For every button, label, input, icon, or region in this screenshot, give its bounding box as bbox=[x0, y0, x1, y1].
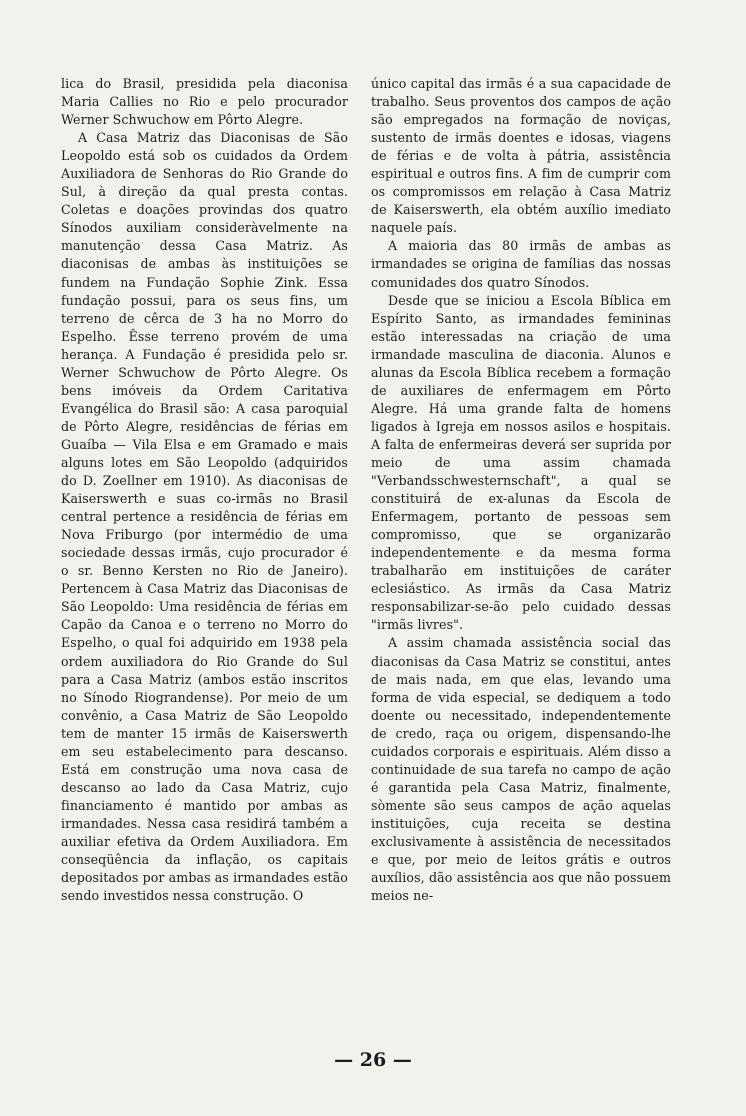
paragraph: A assim chamada assistência social das diaconisas da Casa Matriz se constitui, antes de mais nada, em que elas, levando uma forma de vida especial, se dediquem a todo doente ou necessitado, independentemente de credo, raça ou origem, dispensando-lhe cuidados corporais e espirituais. Além disso a continuidade de sua tarefa no campo de ação é garantida pela Casa Matriz, finalmente, sòmente são seus campos de ação aquelas instituições, cuja receita se destina exclusivamente à assistência de necessitados e que, por meio de leitos grátis e outros auxílios, dão assistência aos que não possuem meios ne- bbox=[371, 635, 671, 904]
paragraph: A Casa Matriz das Diaconisas de São Leopoldo está sob os cuidados da Ordem Auxiliadora de Senhoras do Rio Grande do Sul, à direção da qual presta contas. Coletas e doações provindas dos quatro Sínodos auxiliam consideràvelmente na manutenção dessa Casa Matriz. As diaconisas de ambas às instituições se fundem na Fundação Sophie Zink. Essa fundação possui, para os seus fins, um terreno de cêrca de 3 ha no Morro do Espelho. Êsse terreno provém de uma herança. A Fundação é presidida pelo sr. Werner Schwuchow de Pôrto Alegre. Os bens imóveis da Ordem Caritativa Evangélica do Brasil são: A casa paroquial de Pôrto Alegre, residências de férias em Guaíba — Vila Elsa e em Gramado e mais alguns lotes em São Leopoldo (adquiridos do D. Zoellner em 1910). As diaconisas de Kaiserswerth e suas co-irmãs no Brasil central pertence a residência de férias em Nova Friburgo (por intermédio de uma sociedade dessas irmãs, cujo procurador é o sr. Benno Kersten no Rio de Janeiro). Pertencem à Casa Matriz das Diaconisas de São Leopoldo: Uma residência de férias em Capão da Canoa e o terreno no Morro do Espelho, o qual foi adquirido em 1938 pela ordem auxiliadora do Rio Grande do Sul para a Casa Matriz (ambos estão inscritos no Sínodo Riograndense). Por meio de um convênio, a Casa Matriz de São Leopoldo tem de manter 15 irmãs de Kaiserswerth em seu estabelecimento para descanso. Está em construção uma nova casa de descanso ao lado da Casa Matriz, cujo financiamento é mantido por ambas as irmandades. Nessa casa residirá também a auxiliar efetiva da Ordem Auxiliadora. Em conseqüência da inflação, os capitais depositados por ambas as irmandades estão sendo investidos nessa construção. O bbox=[61, 130, 348, 904]
paragraph: Desde que se iniciou a Escola Bíblica em Espírito Santo, as irmandades femininas estão interessadas na criação de uma irmandade masculina de diaconia. Alunos e alunas da Escola Bíblica recebem a formação de auxiliares de enfermagem em Pôrto Alegre. Há uma grande falta de homens ligados à Igreja em nossos asilos e hospitais. A falta de enfermeiras deverá ser suprida por meio de uma assim chamada "Verbandsschwesternschaft", a qual se constituirá de ex-alunas da Escola de Enfermagem, portanto de pessoas sem compromisso, que se organizarão independentemente e da mesma forma trabalharão em instituições de caráter eclesiástico. As irmãs da Casa Matriz responsabilizar-se-ão pelo cuidado dessas "irmãs livres". bbox=[371, 292, 671, 633]
paragraph: A maioria das 80 irmãs de ambas as irmandades se origina de famílias das nossas comunidades dos quatro Sínodos. bbox=[371, 238, 671, 290]
left-column bbox=[61, 75, 348, 905]
paragraph: lica do Brasil, presidida pela diaconisa Maria Callies no Rio e pelo procurador Werner Schwuchow em Pôrto Alegre. bbox=[61, 76, 348, 128]
right-column bbox=[371, 75, 671, 905]
page-number: — 26 — bbox=[334, 1049, 412, 1071]
paragraph: único capital das irmãs é a sua capacidade de trabalho. Seus proventos dos campos de ação são empregados na formação de noviças, sustento de irmãs doentes e idosas, viagens de férias e de volta à pátria, assistência espiritual e outros fins. A fim de cumprir com os compromissos em relação à Casa Matriz de Kaiserswerth, ela obtém auxílio imediato naquele país. bbox=[371, 76, 671, 236]
